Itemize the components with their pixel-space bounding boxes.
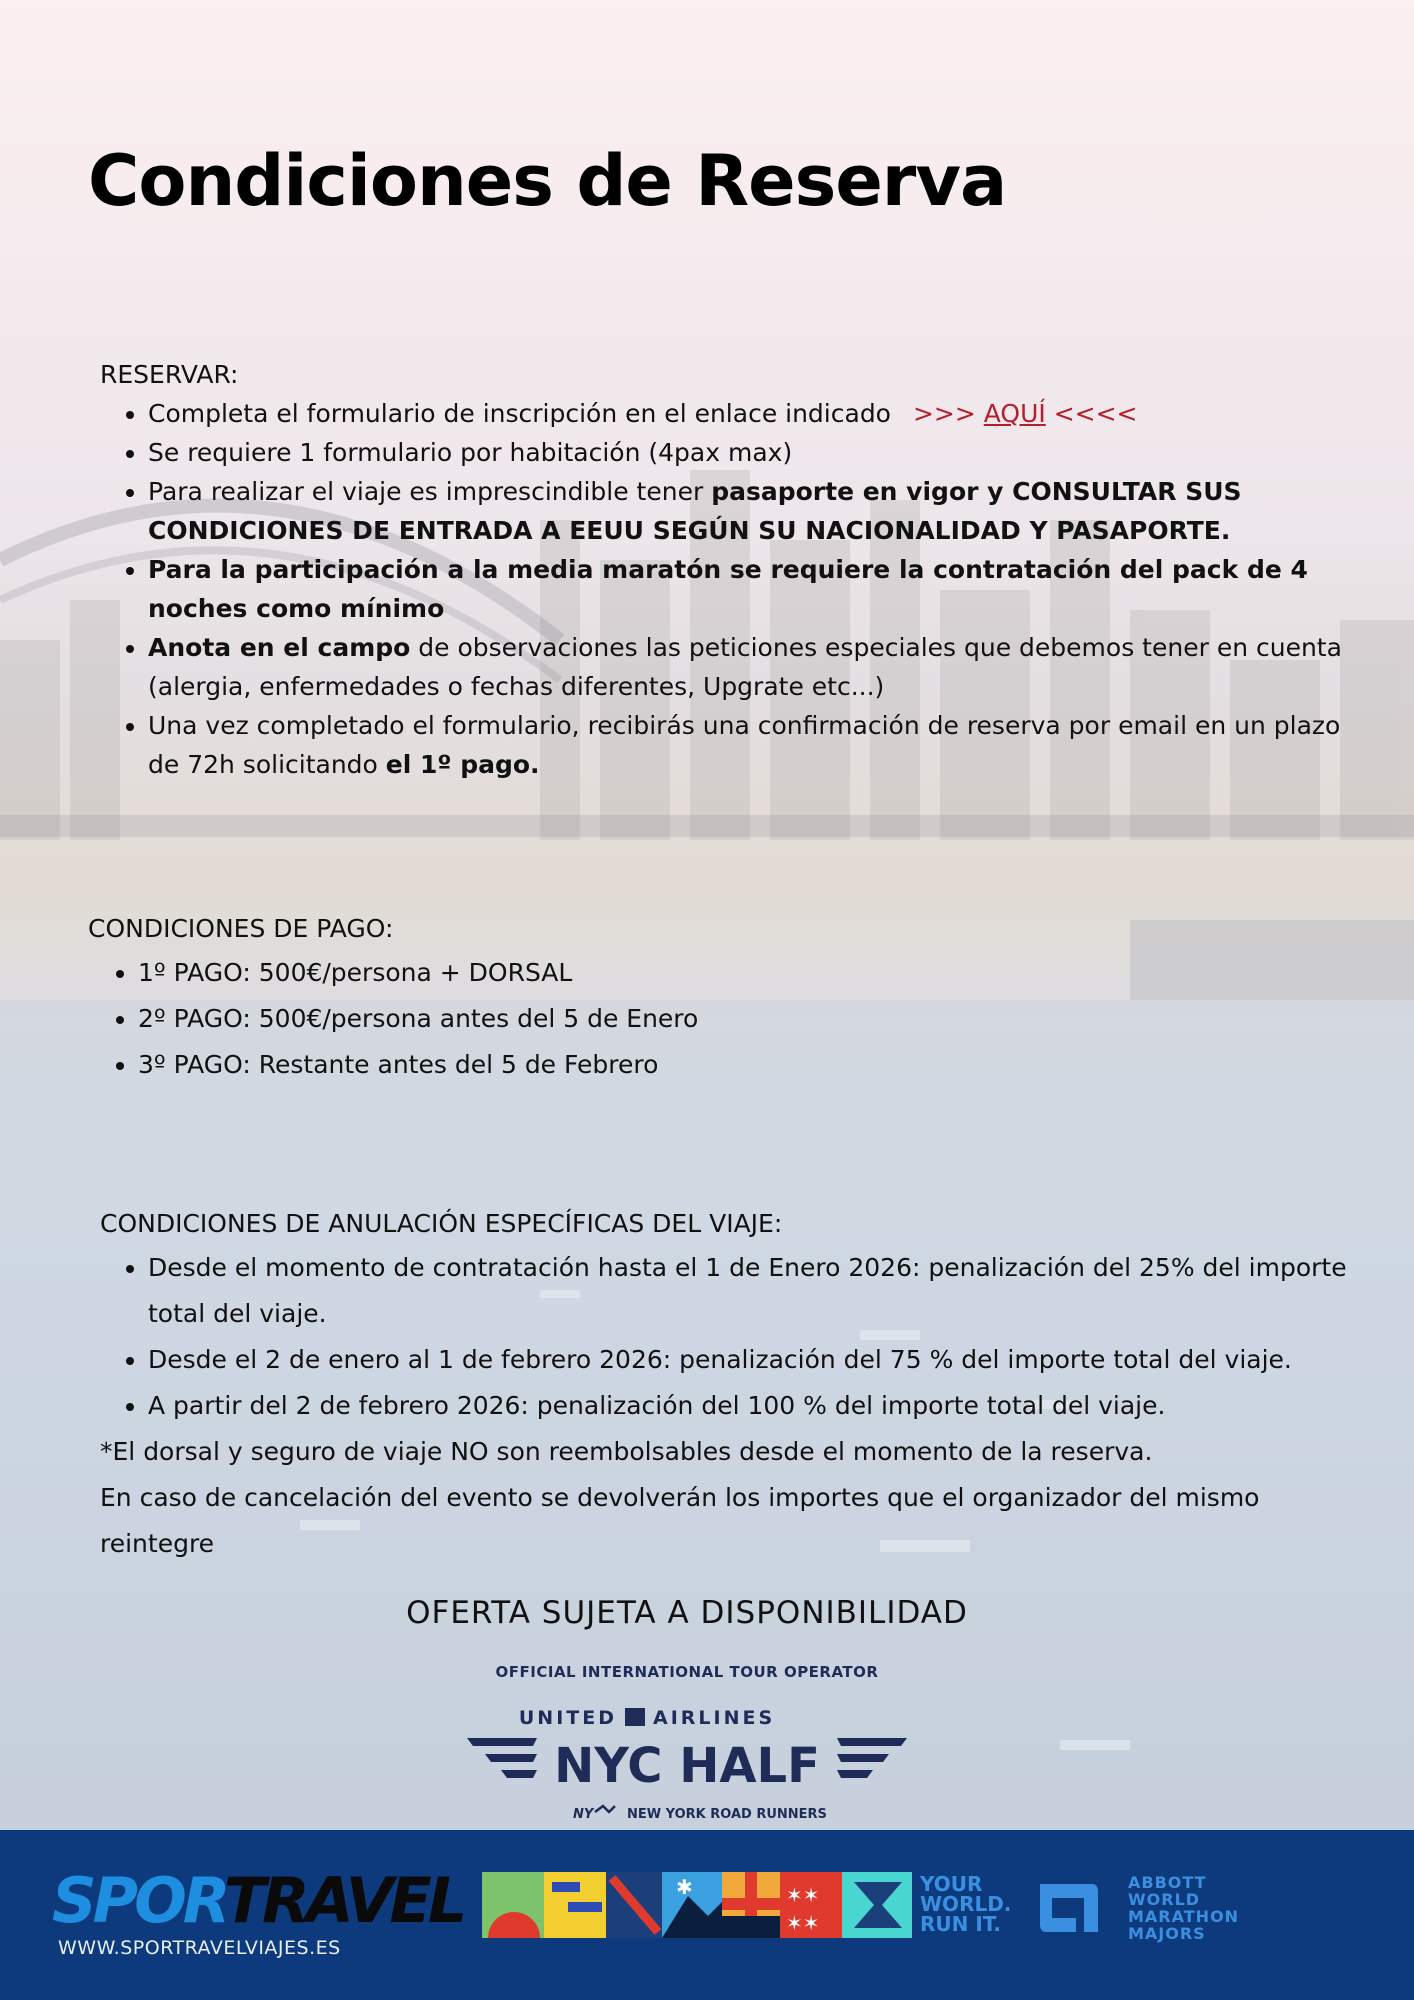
item-text-bold: Anota en el campo bbox=[148, 633, 411, 662]
pago-list bbox=[88, 950, 1088, 1088]
abbott-line: WORLD bbox=[1128, 1890, 1201, 1909]
reservar-list bbox=[100, 394, 1360, 784]
section-reservar bbox=[100, 355, 1360, 784]
registration-link[interactable]: AQUÍ bbox=[983, 399, 1046, 428]
slogan-line: WORLD. bbox=[920, 1892, 1012, 1916]
abbott-line: ABBOTT bbox=[1128, 1873, 1207, 1892]
svg-text:✶✶: ✶✶ bbox=[786, 1883, 820, 1907]
section-heading: RESERVAR: bbox=[100, 360, 239, 389]
anulacion-list bbox=[100, 1245, 1360, 1429]
list-item: • Se requiere 1 formulario por habitación (4pax max) bbox=[148, 433, 1360, 472]
abbott-line: MAJORS bbox=[1128, 1924, 1206, 1943]
section-anulacion bbox=[100, 1203, 1360, 1567]
world-majors-tiles bbox=[482, 1872, 912, 1938]
item-text: de observaciones las peticiones especiales que debemos tener en cuenta (alergia, enfermedades o fechas diferentes, Upgrate etc...) bbox=[148, 633, 1342, 701]
list-item: • A partir del 2 de febrero 2026: penalización del 100 % del importe total del viaje. bbox=[148, 1383, 1360, 1429]
slogan bbox=[920, 1874, 1011, 1934]
logo-sponsor-right: AIRLINES bbox=[653, 1707, 776, 1729]
list-item: • Desde el 2 de enero al 1 de febrero 2026: penalización del 75 % del importe total del viaje. bbox=[148, 1337, 1360, 1383]
logo-org: NEW YORK ROAD RUNNERS bbox=[627, 1807, 827, 1822]
link-arrows-right: <<<< bbox=[1053, 399, 1138, 428]
link-arrows-left: >>> bbox=[912, 399, 984, 428]
list-item bbox=[148, 394, 1360, 433]
abbott-line: MARATHON bbox=[1128, 1907, 1240, 1926]
note-cancelacion: En caso de cancelación del evento se devolverán los importes que el organizador del mismo reintegre bbox=[100, 1483, 1260, 1558]
list-item bbox=[148, 706, 1360, 784]
slogan-line: YOUR bbox=[920, 1872, 983, 1896]
offer-notice: OFERTA SUJETA A DISPONIBILIDAD bbox=[406, 1595, 968, 1631]
item-text: Completa el formulario de inscripción en el enlace indicado bbox=[148, 399, 891, 428]
list-item: • Desde el momento de contratación hasta el 1 de Enero 2026: penalización del 25% del importe total del viaje. bbox=[148, 1245, 1360, 1337]
svg-text:✱: ✱ bbox=[676, 1875, 693, 1899]
nyc-half-logo bbox=[467, 1700, 907, 1830]
runner-icon bbox=[595, 1806, 615, 1812]
brand-part-2: TRAVEL bbox=[223, 1864, 464, 1937]
item-text: Para realizar el viaje es imprescindible tener bbox=[148, 477, 712, 506]
sportravel-logo bbox=[52, 1864, 464, 1937]
brand-part-1: SPOR bbox=[52, 1864, 224, 1937]
item-text-bold: pasaporte en vigor y CONSULTAR SUS CONDICIONES DE ENTRADA A EEUU SEGÚN SU NACIONALIDAD Y PASAPORTE. bbox=[148, 477, 1242, 545]
item-text: Una vez completado el formulario, recibirás una confirmación de reserva por email en un plazo de 72h solicitando bbox=[148, 711, 1341, 779]
list-item: • Para la participación a la media maratón se requiere la contratación del pack de 4 noches como mínimo bbox=[148, 550, 1360, 628]
list-item: • 2º PAGO: 500€/persona antes del 5 de Enero bbox=[138, 996, 1088, 1042]
note-dorsal: *El dorsal y seguro de viaje NO son reembolsables desde el momento de la reserva. bbox=[100, 1437, 1153, 1466]
list-item: • 3º PAGO: Restante antes del 5 de Febrero bbox=[138, 1042, 1088, 1088]
slogan-line: RUN IT. bbox=[920, 1912, 1001, 1936]
wing-left-icon bbox=[467, 1738, 537, 1778]
abbott-logo-icon bbox=[1036, 1878, 1102, 1938]
abbott-majors-text bbox=[1128, 1874, 1239, 1942]
logo-sponsor-left: UNITED bbox=[518, 1707, 617, 1729]
list-item bbox=[148, 628, 1360, 706]
svg-text:✶✶: ✶✶ bbox=[786, 1911, 820, 1935]
section-pago bbox=[88, 908, 1088, 1088]
list-item bbox=[148, 472, 1360, 550]
united-globe-icon bbox=[625, 1708, 645, 1726]
page-title: Condiciones de Reserva bbox=[88, 140, 1007, 222]
logo-org-mark: NY bbox=[573, 1807, 594, 1822]
footer-bar bbox=[0, 1830, 1414, 2000]
item-text-bold: el 1º pago. bbox=[385, 750, 540, 779]
list-item: • 1º PAGO: 500€/persona + DORSAL bbox=[138, 950, 1088, 996]
website-link[interactable]: WWW.SPORTRAVELVIAJES.ES bbox=[58, 1937, 341, 1959]
wing-right-icon bbox=[837, 1738, 907, 1778]
official-operator-label: OFFICIAL INTERNATIONAL TOUR OPERATOR bbox=[495, 1663, 879, 1681]
logo-event: NYC HALF bbox=[554, 1738, 820, 1794]
section-heading: CONDICIONES DE PAGO: bbox=[88, 914, 394, 943]
section-heading: CONDICIONES DE ANULACIÓN ESPECÍFICAS DEL VIAJE: bbox=[100, 1209, 783, 1238]
